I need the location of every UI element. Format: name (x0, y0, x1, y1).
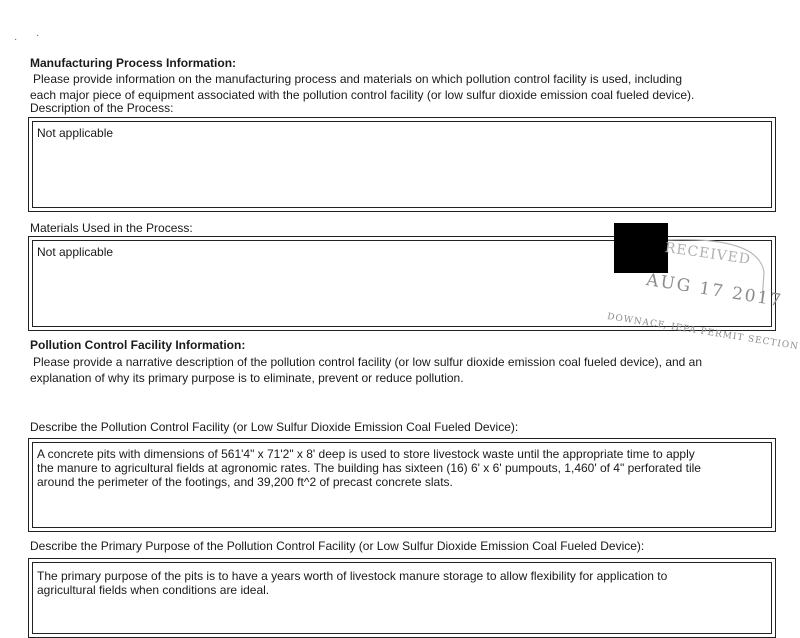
pollution-heading: Pollution Control Facility Information: (30, 338, 246, 352)
manufacturing-intro-line1: Please provide information on the manufacturing process and materials on which pollution control facility is used, including (33, 72, 683, 86)
stamp-section-text: DOWNACF, IEPA PERMIT SECTION (606, 312, 800, 353)
description-value: Not applicable (32, 121, 772, 208)
redaction-block (614, 223, 668, 273)
primary-purpose-line1: The primary purpose of the pits is to have a years worth of livestock manure storage to allow flexibility for application to (37, 569, 668, 583)
primary-purpose-label: Describe the Primary Purpose of the Pollution Control Facility (or Low Sulfur Dioxide Emission Coal Fueled Device): (30, 539, 645, 553)
facility-description-line2: the manure to agricultural fields at agronomic rates. The building has sixteen (16) 6' x 6' pumpouts, 1,460' of 4" perforated tile (37, 461, 701, 475)
pollution-intro-line2: explanation of why its primary purpose is to eliminate, prevent or reduce pollution. (30, 371, 464, 385)
facility-description-value (32, 442, 772, 528)
description-field[interactable] (28, 117, 776, 212)
materials-value: Not applicable (32, 240, 772, 327)
facility-description-line3: around the perimeter of the footings, and 39,200 ft^2 of precast concrete slats. (37, 475, 453, 489)
facility-description-label: Describe the Pollution Control Facility (or Low Sulfur Dioxide Emission Coal Fueled Device): (30, 420, 519, 434)
materials-label: Materials Used in the Process: (30, 221, 193, 235)
primary-purpose-line2: agricultural fields when conditions are ideal. (37, 583, 270, 597)
stamp-received-text: RECEIVED (663, 240, 752, 268)
description-label: Description of the Process: (30, 101, 174, 115)
pollution-intro-line1: Please provide a narrative description of the pollution control facility (or low sulfur dioxide emission coal fueled device), and an (33, 355, 703, 369)
manufacturing-intro-line2: each major piece of equipment associated with the pollution control facility (or low sulfur dioxide emission coal fueled device). (30, 88, 695, 102)
facility-description-line1: A concrete pits with dimensions of 561'4" x 71'2" x 8' deep is used to store livestock waste until the appropriate time to apply (37, 447, 695, 461)
primary-purpose-field[interactable] (28, 558, 776, 638)
manufacturing-heading: Manufacturing Process Information: (30, 56, 237, 70)
primary-purpose-value (32, 562, 772, 634)
facility-description-field[interactable] (28, 438, 776, 532)
stamp-date: AUG 17 2017 (644, 270, 785, 312)
